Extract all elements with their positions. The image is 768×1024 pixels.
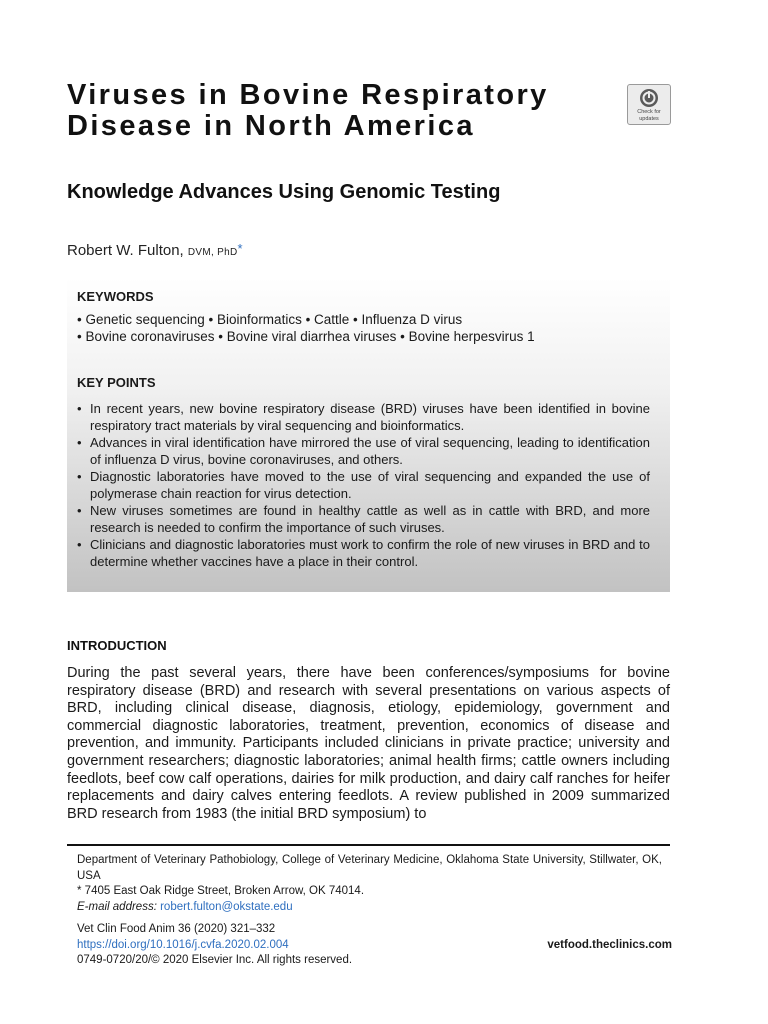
journal-citation: Vet Clin Food Anim 36 (2020) 321–332 [77,923,276,935]
badge-label-line2: updates [639,116,659,122]
key-points-heading: KEY POINTS [77,375,156,390]
article-subtitle: Knowledge Advances Using Genomic Testing [67,181,501,203]
key-point-item: • In recent years, new bovine respiratory disease (BRD) viruses have been identified in bovine respiratory tract materials by viral sequencing and bioinformatics. [77,400,650,434]
author-footnote-marker[interactable]: * [237,241,243,256]
keywords-line: • Bovine coronaviruses • Bovine viral diarrhea viruses • Bovine herpesvirus 1 [77,328,535,344]
badge-label-line1: Check for [637,109,661,115]
doi-link[interactable]: https://doi.org/10.1016/j.cvfa.2020.02.004 [77,938,289,951]
key-points-list [77,400,650,570]
email-link[interactable]: robert.fulton@okstate.edu [160,900,293,913]
check-updates-icon [639,88,659,108]
author-affiliation: Department of Veterinary Pathobiology, College of Veterinary Medicine, Oklahoma State University, Stillwater, OK, USA [77,854,662,882]
article-title: Viruses in Bovine Respiratory Disease in North America [67,79,549,142]
introduction-paragraph: During the past several years, there have been conferences/symposiums for bovine respiratory disease (BRD) and research with several presentations on various aspects of BRD, including clinical disease, diagnosis, etiology, epidemiology, government and commercial diagnostic laboratories, treatment, prevention, economics of disease and prevention, and immunity. Participants included clinicians in private practice; university and government researchers; diagnostic laboratories; animal health firms; cattle owners including feedlots, beef cow calf operations, dairies for milk production, and dairy calf ranches for heifer replacements and dairy calves entering feedlots. A review published in 2009 summarized BRD research from 1983 (the initial BRD symposium) to [67,665,670,822]
keywords-line: • Genetic sequencing • Bioinformatics • Cattle • Influenza D virus [77,312,463,327]
key-point-item: • Clinicians and diagnostic laboratories must work to confirm the role of new viruses in BRD and to determine whether vaccines have a place in their control. [77,536,650,570]
key-point-item: • New viruses sometimes are found in healthy cattle as well as in cattle with BRD, and more research is needed to confirm the importance of such viruses. [77,502,650,536]
author-name: Robert W. Fulton, [67,242,184,259]
email-line [77,900,662,916]
keywords-keypoints-box [67,278,670,592]
introduction-heading: INTRODUCTION [67,638,167,653]
author-line [67,240,243,262]
key-point-item: • Diagnostic laboratories have moved to the use of viral sequencing and expanded the use of polymerase chain reaction for virus detection. [77,468,650,502]
key-point-item: • Advances in viral identification have mirrored the use of viral sequencing, leading to identification of influenza D virus, bovine coronaviruses, and others. [77,434,650,468]
author-address: * 7405 East Oak Ridge Street, Broken Arrow, OK 74014. [77,885,365,897]
keywords-heading: KEYWORDS [77,289,154,304]
citation-block [77,922,672,969]
check-for-updates-badge[interactable] [627,84,671,125]
copyright-line: 0749-0720/20/© 2020 Elsevier Inc. All rights reserved. [77,954,353,966]
email-label: E-mail address: [77,900,157,913]
author-degrees: DVM, PhD [187,247,238,258]
keywords-list [77,312,662,345]
journal-site-link[interactable]: vetfood.theclinics.com [547,938,672,951]
footnote-block [77,853,662,915]
footnote-divider [67,844,670,846]
